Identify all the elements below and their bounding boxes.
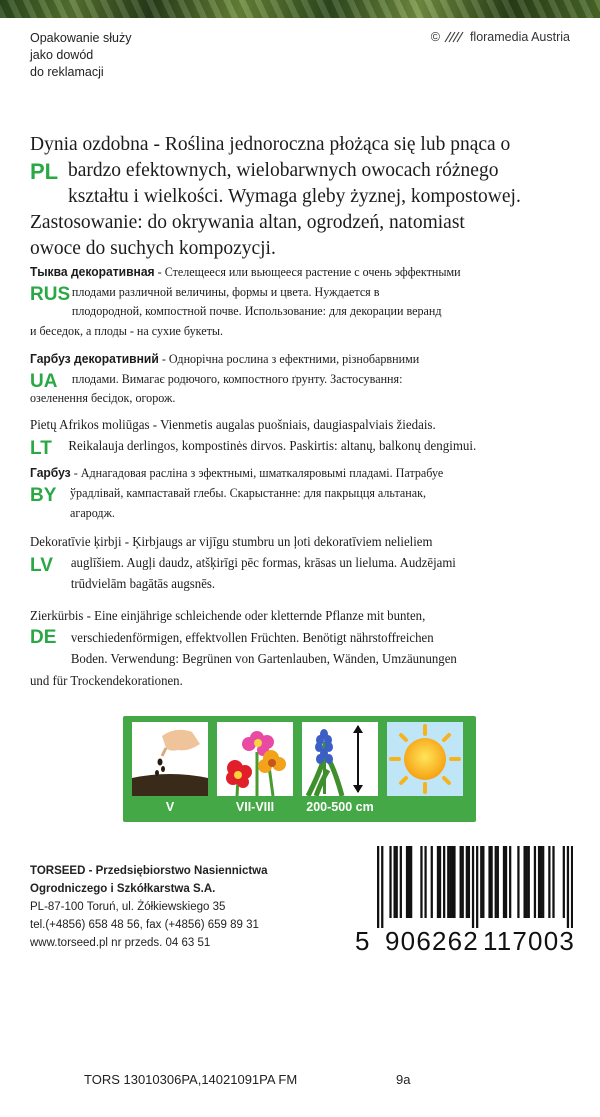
lang-code-pl: PL <box>30 159 59 184</box>
barcode-bar <box>571 846 573 928</box>
text-fragment: - Аднагадовая расліна з эфектнымі, шматкаляровымі пладамі. Патрабуе <box>70 465 444 480</box>
company-web: www.torseed.pl nr przeds. 04 63 51 <box>30 937 211 949</box>
text-line: Reikalauja derlingos, kompostinės dirvos. Paskirtis: altanų, balkonų dengimui. <box>68 438 477 453</box>
barcode-bar <box>563 846 565 918</box>
height-label: 200-500 cm <box>306 800 374 814</box>
barcode-bar <box>490 846 492 918</box>
copyright-text: floramedia Austria <box>469 30 570 44</box>
barcode-lead-digit: 5 <box>355 926 370 956</box>
text-line: озеленення бесідок, огорож. <box>30 390 176 405</box>
complaint-line: do reklamacji <box>30 65 104 79</box>
copyright-notice <box>431 30 570 44</box>
company-name: TORSEED - Przedsiębiorstwo Nasiennictwa <box>30 865 268 877</box>
top-photo-strip <box>0 0 600 18</box>
text-line <box>30 349 575 369</box>
barcode-bar <box>453 846 455 918</box>
copyright-symbol: © <box>430 30 440 44</box>
floramedia-logo-icon <box>444 31 466 43</box>
barcode-bar <box>468 846 470 918</box>
text-fragment: - Стелещееся или вьющееся растение с очень эффектными <box>154 264 461 279</box>
sowing-label: V <box>165 800 175 814</box>
barcode <box>345 846 577 956</box>
text-line <box>30 463 575 483</box>
lang-code-lv: LV <box>30 555 53 576</box>
text-line: агародж. <box>69 505 115 520</box>
barcode-bar <box>381 846 383 928</box>
barcode-bar <box>460 846 462 918</box>
height-icon <box>302 722 378 796</box>
lang-text-de <box>30 605 573 691</box>
footer-version: 9a <box>396 1072 411 1087</box>
text-line: и беседок, а плоды - на сухие букеты. <box>30 322 224 338</box>
height-tile <box>302 722 378 796</box>
text-line: auglīšiem. Augļi daudz, atšķirīgi pēc formas, krāsas un lieluma. Audzējami <box>70 555 456 570</box>
barcode-bar <box>523 846 525 918</box>
text-fragment: - Однорічна рослина з ефектними, різнобарвними <box>158 351 420 366</box>
complaint-line: jako dowód <box>30 48 94 62</box>
barcode-bars <box>377 846 573 928</box>
text-line: Dynia ozdobna - Roślina jednoroczna płożąca się lub pnąca o <box>30 134 511 155</box>
barcode-bar <box>410 846 412 918</box>
company-phone: tel.(+4856) 658 48 56, fax (+4856) 659 89 31 <box>30 919 259 931</box>
lang-text-rus <box>30 262 575 340</box>
barcode-bar <box>538 846 540 918</box>
barcode-bar <box>503 846 505 918</box>
flowering-label: VII-VIII <box>235 800 275 814</box>
lang-code-rus: RUS <box>30 284 71 305</box>
barcode-bar <box>394 846 396 918</box>
lang-code-by: BY <box>30 485 57 506</box>
text-line: trūdvielām bagātās augsnēs. <box>70 576 216 591</box>
barcode-bar <box>437 846 439 918</box>
footer-code: TORS 13010306PA,14021091PA FM <box>84 1072 298 1087</box>
lang-title-ua: Гарбуз декоративний <box>30 351 159 366</box>
lang-title-by: Гарбуз <box>30 465 71 480</box>
complaint-notice <box>30 30 230 81</box>
barcode-bar <box>495 846 497 918</box>
flowering-icon <box>217 722 293 796</box>
text-line <box>30 262 575 282</box>
barcode-bar <box>505 846 507 918</box>
barcode-bar <box>472 846 474 928</box>
barcode-bar <box>534 846 536 918</box>
barcode-bar <box>400 846 402 918</box>
barcode-bar <box>396 846 398 918</box>
barcode-bar <box>443 846 445 918</box>
text-line: ўрадлівай, кампаставай глебы. Скарыстанне: для пакрыцця альтанак, <box>69 485 427 500</box>
barcode-bar <box>480 846 482 918</box>
lang-text-lv <box>30 531 573 594</box>
barcode-bar <box>488 846 490 918</box>
text-line: Zierkürbis - Eine einjährige schleichende oder kletternde Pflanze mit bunten, <box>30 608 426 623</box>
complaint-line: Opakowanie służy <box>30 31 132 45</box>
lang-code-lt: LT <box>30 438 52 459</box>
barcode-bar <box>431 846 433 918</box>
barcode-bar <box>528 846 530 918</box>
lang-text-lt <box>30 414 573 456</box>
text-line: плодородной, компостной почве. Использование: для декорации веранд <box>71 303 442 318</box>
barcode-bar <box>497 846 499 918</box>
barcode-bar <box>567 846 569 928</box>
lang-code-ua: UA <box>30 371 58 392</box>
barcode-bar <box>451 846 453 918</box>
barcode-bar <box>408 846 410 918</box>
barcode-bar <box>466 846 468 918</box>
barcode-bar <box>406 846 408 918</box>
barcode-bar <box>462 846 464 918</box>
lang-text-pl <box>30 132 570 262</box>
barcode-bar <box>509 846 511 918</box>
text-line: kształtu i wielkości. Wymaga gleby żyznej, kompostowej. <box>68 186 521 207</box>
pictogram-panel <box>123 716 476 822</box>
text-line: Pietų Afrikos moliūgas - Vienmetis augalas puošniais, daugiaspalviais žiedais. <box>30 417 436 432</box>
text-line: owoce do suchych kompozycji. <box>30 238 276 259</box>
lang-text-ua <box>30 349 575 408</box>
barcode-group-2: 117003 <box>483 926 576 956</box>
text-line: Zastosowanie: do okrywania altan, ogrodzeń, natomiast <box>30 212 465 233</box>
flowering-tile <box>217 722 293 796</box>
barcode-bar <box>542 846 544 918</box>
text-line: verschiedenförmigen, effektvollen Früchten. Benötigt nährstoffreichen <box>70 629 434 645</box>
lang-code-de: DE <box>30 627 57 648</box>
barcode-bar <box>482 846 484 918</box>
barcode-bar <box>439 846 441 918</box>
sun-tile <box>387 722 463 796</box>
barcode-bar <box>552 846 554 918</box>
text-line: Boden. Verwendung: Begrünen von Gartenlauben, Wänden, Umzäunungen <box>70 651 457 666</box>
barcode-bar <box>540 846 542 918</box>
barcode-bar <box>377 846 379 928</box>
barcode-bar <box>548 846 550 918</box>
text-line: плодами различной величины, формы и цвета. Нуждается в <box>71 283 380 299</box>
barcode-bar <box>424 846 426 918</box>
company-info <box>30 862 350 952</box>
barcode-bar <box>449 846 451 918</box>
text-line: bardzo efektownych, wielobarwnych owocach różnego <box>68 160 499 181</box>
text-line: Dekoratīvie ķirbji - Ķirbjaugs ar vijīgu stumbru un ļoti dekoratīviem nelieliem <box>30 534 433 549</box>
text-line: und für Trockendekorationen. <box>30 672 183 688</box>
barcode-bar <box>526 846 528 918</box>
sowing-icon <box>132 722 208 796</box>
barcode-bar <box>420 846 422 918</box>
sun-icon <box>387 722 463 796</box>
barcode-bar <box>517 846 519 918</box>
barcode-bar <box>447 846 449 918</box>
company-address: PL-87-100 Toruń, ul. Żółkiewskiego 35 <box>30 901 226 913</box>
lang-title-rus: Тыква декоративная <box>30 264 155 279</box>
barcode-group-1: 906262 <box>385 926 479 956</box>
barcode-bar <box>389 846 391 918</box>
barcode-bar <box>476 846 478 928</box>
text-line: плодами. Вимагає родючого, компостного ґрунту. Застосування: <box>71 370 403 386</box>
sowing-tile <box>132 722 208 796</box>
company-name-2: Ogrodniczego i Szkółkarstwa S.A. <box>30 883 216 895</box>
lang-text-by <box>30 463 575 523</box>
